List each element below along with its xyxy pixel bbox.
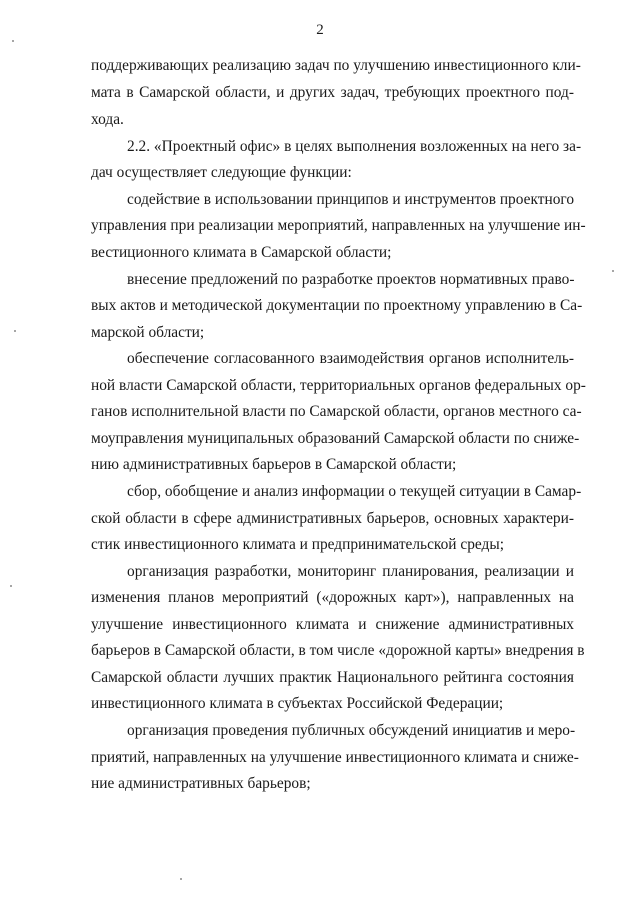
text-line: моуправления муниципальных образований Самарской области по сниже- [91,430,580,447]
text-line: стик инвестиционного климата и предпринимательской среды; [91,536,504,553]
text-line: барьеров в Самарской области, в том числе «дорожной карты» внедрения в [91,642,585,659]
text-line: марской области; [91,324,205,341]
text-line: вестиционного климата в Самарской области; [91,244,392,261]
text-line: дач осуществляет следующие функции: [91,164,352,181]
scan-speck [10,585,12,587]
text-line: организация разработки, мониторинг планирования, реализации и [127,563,574,580]
text-line: сбор, обобщение и анализ информации о текущей ситуации в Самар- [127,483,582,500]
text-line: поддерживающих реализацию задач по улучшению инвестиционного кли- [91,57,581,74]
text-line: вых актов и методической документации по проектному управлению в Са- [91,297,583,314]
text-line: управления при реализации мероприятий, направленных на улучшение ин- [91,217,586,234]
text-line: организация проведения публичных обсуждений инициатив и меро- [127,722,576,739]
text-line: обеспечение согласованного взаимодействия органов исполнитель- [127,350,574,367]
text-line: приятий, направленных на улучшение инвестиционного климата и сниже- [91,749,579,766]
text-line: внесение предложений по разработке проектов нормативных право- [127,271,575,288]
text-line: улучшение инвестиционного климата и снижение административных [91,616,574,633]
scan-speck [180,878,182,880]
text-line: изменения планов мероприятий («дорожных карт»), направленных на [91,589,574,606]
text-line: ной власти Самарской области, территориальных органов федеральных ор- [91,377,586,394]
page-number: 2 [316,22,324,38]
text-line: ской области в сфере административных барьеров, основных характери- [91,510,574,527]
text-line: хода. [91,111,124,128]
text-line: мата в Самарской области, и других задач, требующих проектного под- [91,84,574,101]
scan-speck [612,270,614,272]
scan-speck [14,330,16,332]
text-line: ганов исполнительной власти по Самарской области, органов местного са- [91,403,582,420]
text-line: нию административных барьеров в Самарской области; [91,456,457,473]
text-line: ние административных барьеров; [91,775,311,792]
text-line: Самарской области лучших практик Национального рейтинга состояния [91,669,574,686]
text-line: содействие в использовании принципов и инструментов проектного [127,191,575,208]
scan-speck [12,40,14,42]
text-line: 2.2. «Проектный офис» в целях выполнения возложенных на него за- [127,138,582,155]
text-line: инвестиционного климата в субъектах Российской Федерации; [91,695,504,712]
